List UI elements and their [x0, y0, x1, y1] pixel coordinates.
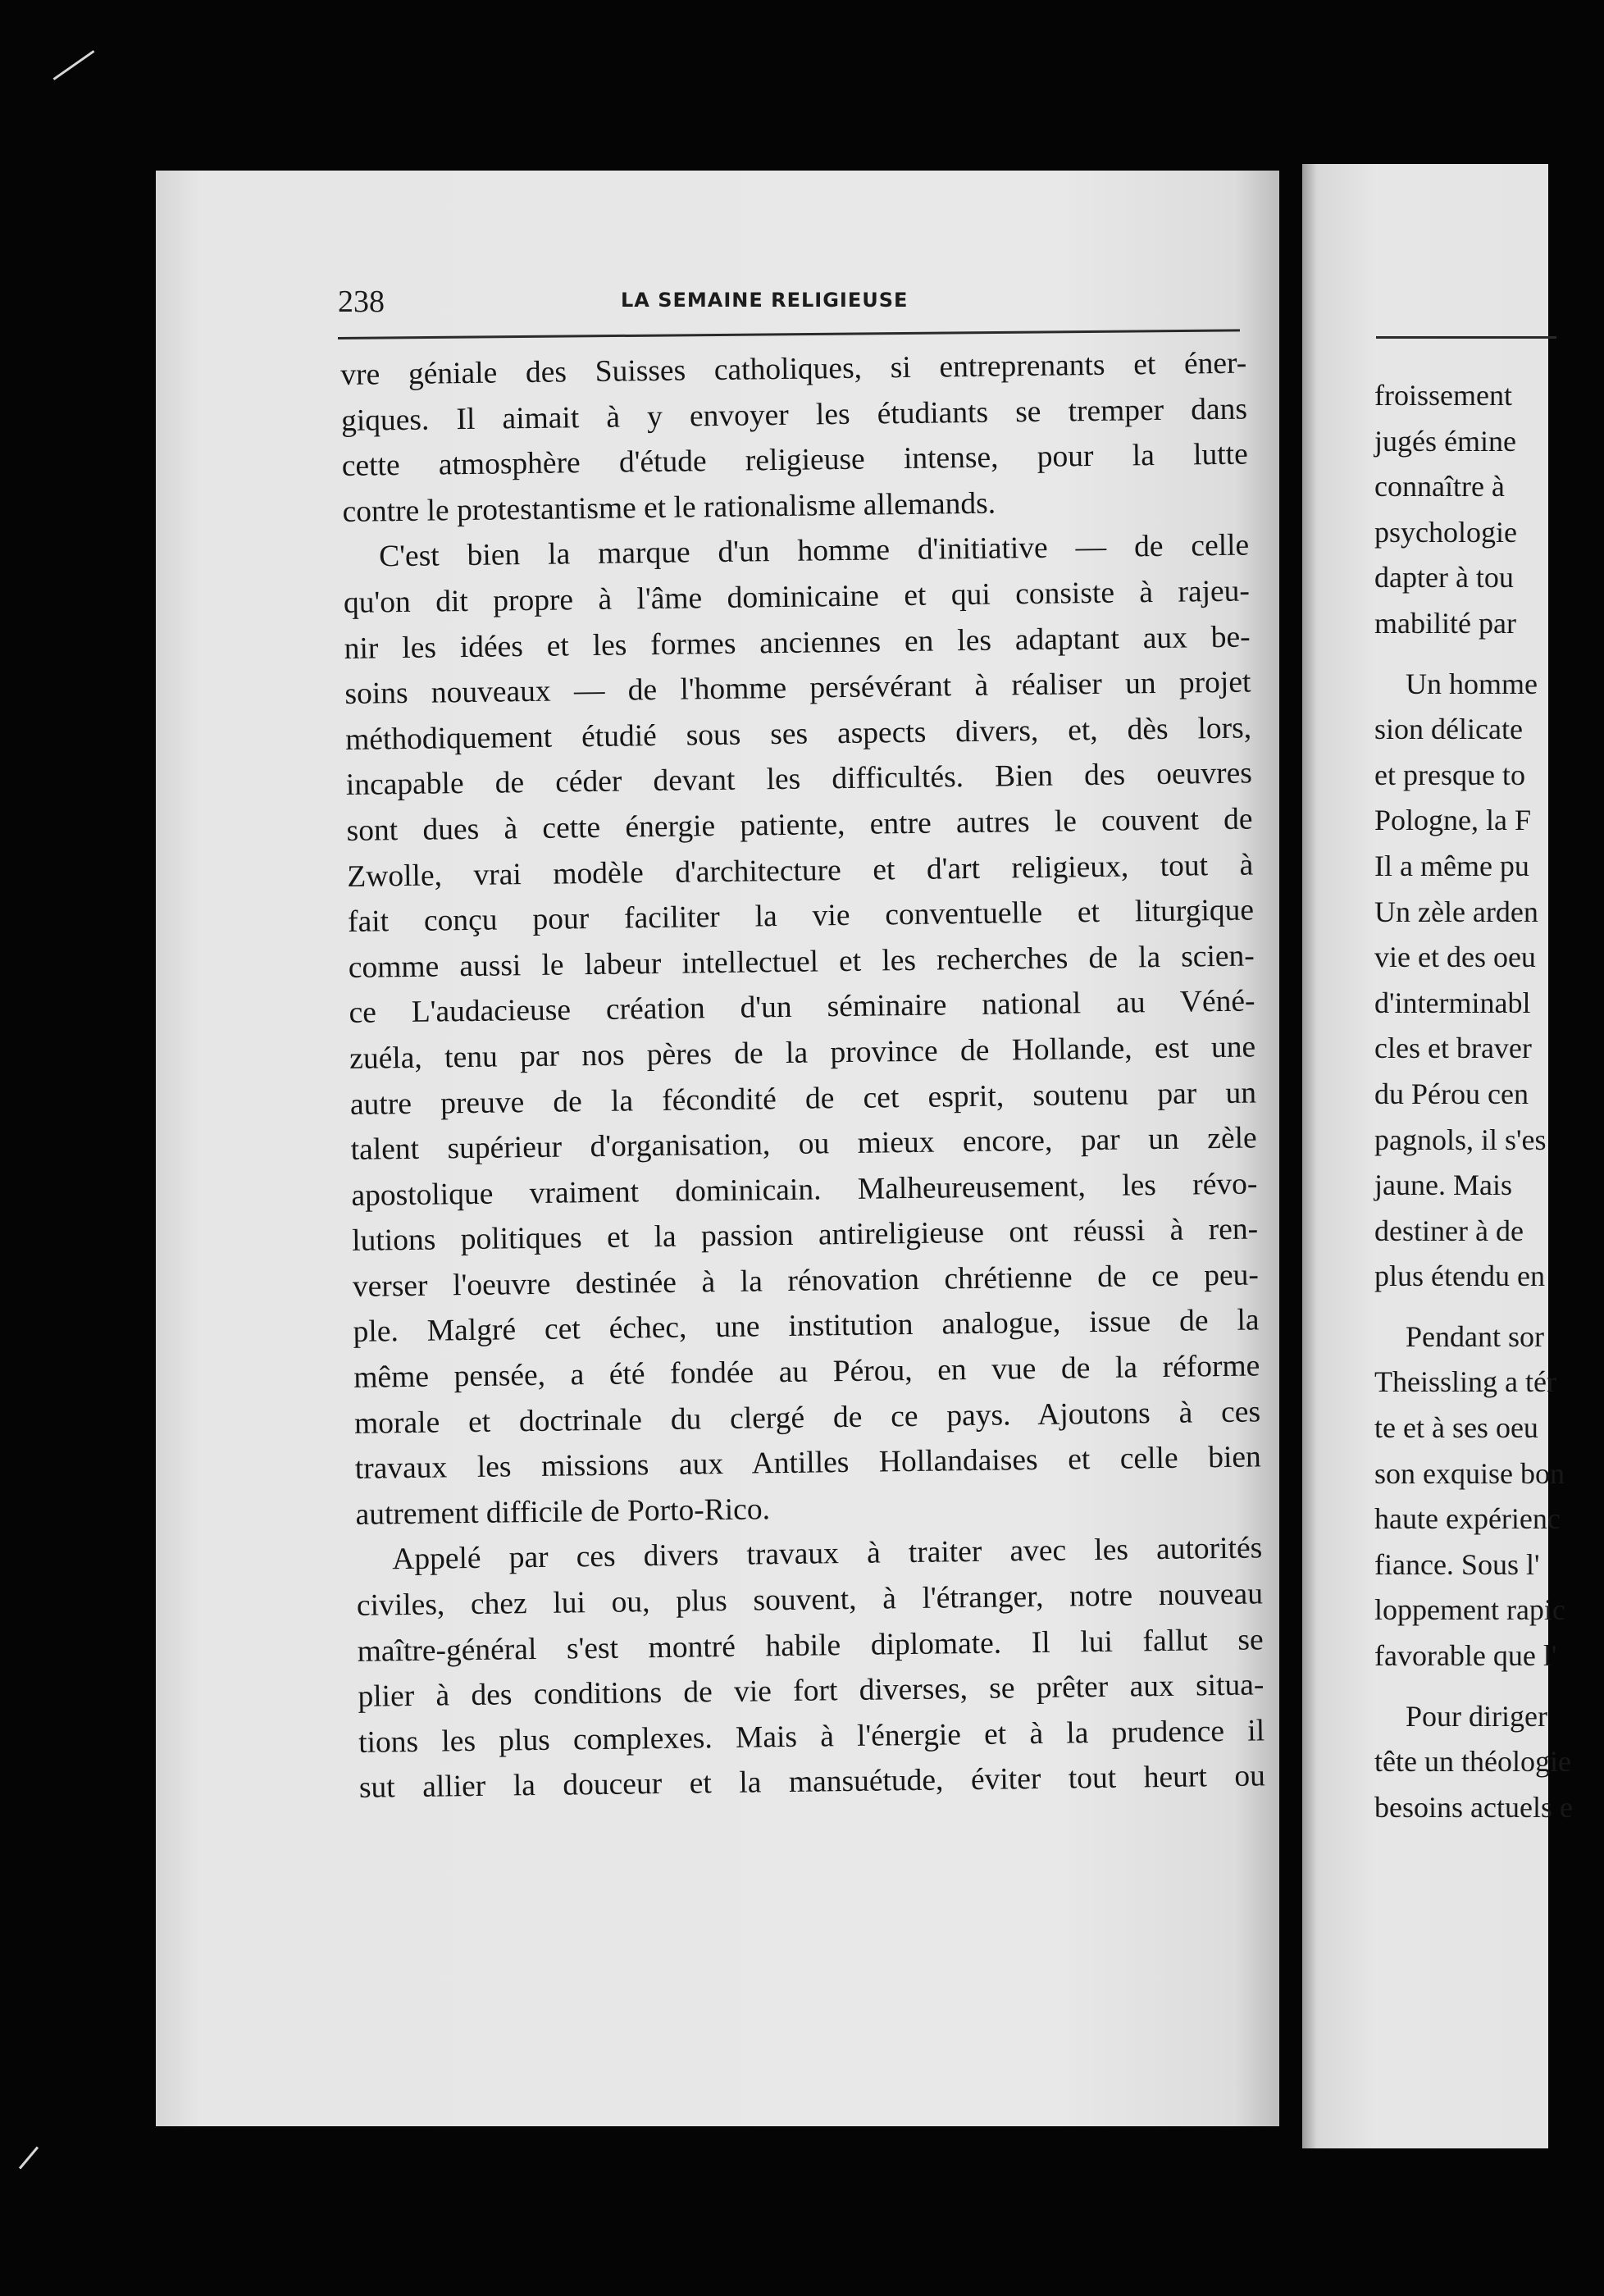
text-line: fiance. Sous l': [1374, 1547, 1540, 1581]
running-title: LA SEMAINE RELIGIEUSE: [621, 289, 909, 312]
page-number: 238: [338, 285, 385, 319]
text-line: vre géniale des Suisses catholiques, si entreprenants et éner-: [340, 346, 1247, 392]
text-line: sion délicate: [1374, 713, 1523, 746]
text-line: d'interminabl: [1374, 986, 1531, 1019]
text-line: pagnols, il s'es: [1374, 1123, 1547, 1156]
text-line: jugés émine: [1374, 424, 1516, 458]
text-line: mabilité par: [1374, 606, 1516, 640]
text-line: Pour diriger: [1406, 1699, 1547, 1733]
text-line: Un homme: [1406, 667, 1538, 700]
text-line: méthodiquement étudié sous ses aspects divers, et, dès lors,: [344, 711, 1252, 757]
text-line: nir les idées et les formes anciennes en les adaptant aux be-: [344, 620, 1251, 666]
text-line: haute expérienc: [1374, 1502, 1561, 1536]
text-line: C'est bien la marque d'un homme d'initiative — de celle: [378, 528, 1250, 574]
text-line: besoins actuels e: [1374, 1790, 1573, 1824]
text-line: maître-général s'est montré habile diplomate. Il lui fallut se: [357, 1623, 1264, 1669]
text-line: Pologne, la F: [1374, 804, 1532, 837]
body-text: [340, 341, 1265, 1811]
text-line: du Pérou cen: [1374, 1077, 1529, 1110]
text-line: plier à des conditions de vie fort diverses, se prêter aux situa-: [358, 1668, 1265, 1715]
text-line: froissement: [1374, 379, 1512, 412]
text-line: ple. Malgré cet échec, une institution analogue, issue de la: [353, 1303, 1260, 1350]
text-line: civiles, chez lui ou, plus souvent, à l'étranger, notre nouveau: [356, 1577, 1264, 1623]
text-line: Pendant sor: [1406, 1319, 1544, 1353]
text-line: cette atmosphère d'étude religieuse intense, pour la lutte: [341, 437, 1248, 484]
text-line: même pensée, a été fondée au Pérou, en vue de la réforme: [353, 1349, 1260, 1395]
text-line: autre preuve de la fécondité de cet esprit, soutenu par un: [349, 1075, 1257, 1122]
text-line: autrement difficile de Porto-Rico.: [355, 1492, 771, 1532]
text-line: lutions politiques et la passion antireligieuse ont réussi à ren-: [351, 1212, 1259, 1259]
text-line: incapable de céder devant les difficultés. Bien des oeuvres: [345, 756, 1253, 803]
text-line: talent supérieur d'organisation, ou mieux encore, par un zèle: [350, 1121, 1257, 1168]
text-line: et presque to: [1374, 758, 1525, 791]
text-line: Theissling a tér: [1374, 1365, 1556, 1399]
text-line: qu'on dit propre à l'âme dominicaine et qui consiste à rajeu-: [343, 574, 1251, 620]
facing-header-rule: [1376, 336, 1556, 339]
text-line: tête un théologie: [1374, 1745, 1571, 1779]
text-line: jaune. Mais: [1374, 1168, 1512, 1202]
text-line: Zwolle, vrai modèle d'architecture et d'art religieux, tout à: [347, 848, 1254, 894]
text-line: Appelé par ces divers travaux à traiter avec les autorités: [392, 1531, 1263, 1577]
facing-page-text: [1374, 373, 1604, 1830]
text-line: fait conçu pour faciliter la vie conventuelle et liturgique: [347, 893, 1255, 940]
text-line: Un zèle arden: [1374, 895, 1538, 928]
text-line: sont dues à cette énergie patiente, entre autres le couvent de: [346, 802, 1253, 848]
text-line: sut allier la douceur et la mansuétude, éviter tout heurt ou: [358, 1759, 1266, 1806]
text-line: apostolique vraiment dominicain. Malheureusement, les révo-: [351, 1167, 1258, 1213]
text-line: vie et des oeu: [1374, 941, 1536, 974]
page-header: [338, 277, 1396, 326]
text-line: soins nouveaux — de l'homme persévérant à réaliser un projet: [344, 665, 1251, 712]
text-line: zuéla, tenu par nos pères de la province de Hollande, est une: [349, 1030, 1256, 1076]
left-page: [156, 171, 1279, 2126]
text-line: psychologie: [1374, 515, 1517, 549]
text-line: destiner à de: [1374, 1214, 1524, 1247]
text-line: son exquise bon: [1374, 1456, 1565, 1490]
text-line: tions les plus complexes. Mais à l'énergie et à la prudence il: [358, 1714, 1265, 1760]
text-line: cles et braver: [1374, 1032, 1532, 1065]
header-rule: [338, 329, 1240, 339]
text-line: comme aussi le labeur intellectuel et les recherches de la scien-: [348, 939, 1255, 985]
text-line: connaître à: [1374, 470, 1505, 503]
text-line: travaux les missions aux Antilles Hollandaises et celle bien: [354, 1440, 1261, 1487]
text-line: Il a même pu: [1374, 849, 1529, 882]
text-line: loppement rapic: [1374, 1593, 1565, 1627]
scan-speck: [53, 50, 95, 80]
text-line: giques. Il aimait à y envoyer les étudiants se tremper dans: [340, 392, 1248, 438]
facing-page: [1302, 164, 1573, 2148]
text-line: te et à ses oeu: [1374, 1411, 1538, 1445]
text-line: contre le protestantisme et le rationalisme allemands.: [342, 486, 996, 529]
scan-speck: [19, 2147, 39, 2170]
text-line: plus étendu en: [1374, 1260, 1545, 1293]
text-line: verser l'oeuvre destinée à la rénovation chrétienne de ce peu-: [352, 1258, 1260, 1304]
text-line: morale et doctrinale du clergé de ce pays. Ajoutons à ces: [353, 1395, 1261, 1441]
text-line: favorable que l': [1374, 1639, 1557, 1673]
text-line: ce L'audacieuse création d'un séminaire national au Véné-: [349, 984, 1255, 1031]
text-line: dapter à tou: [1374, 561, 1514, 594]
